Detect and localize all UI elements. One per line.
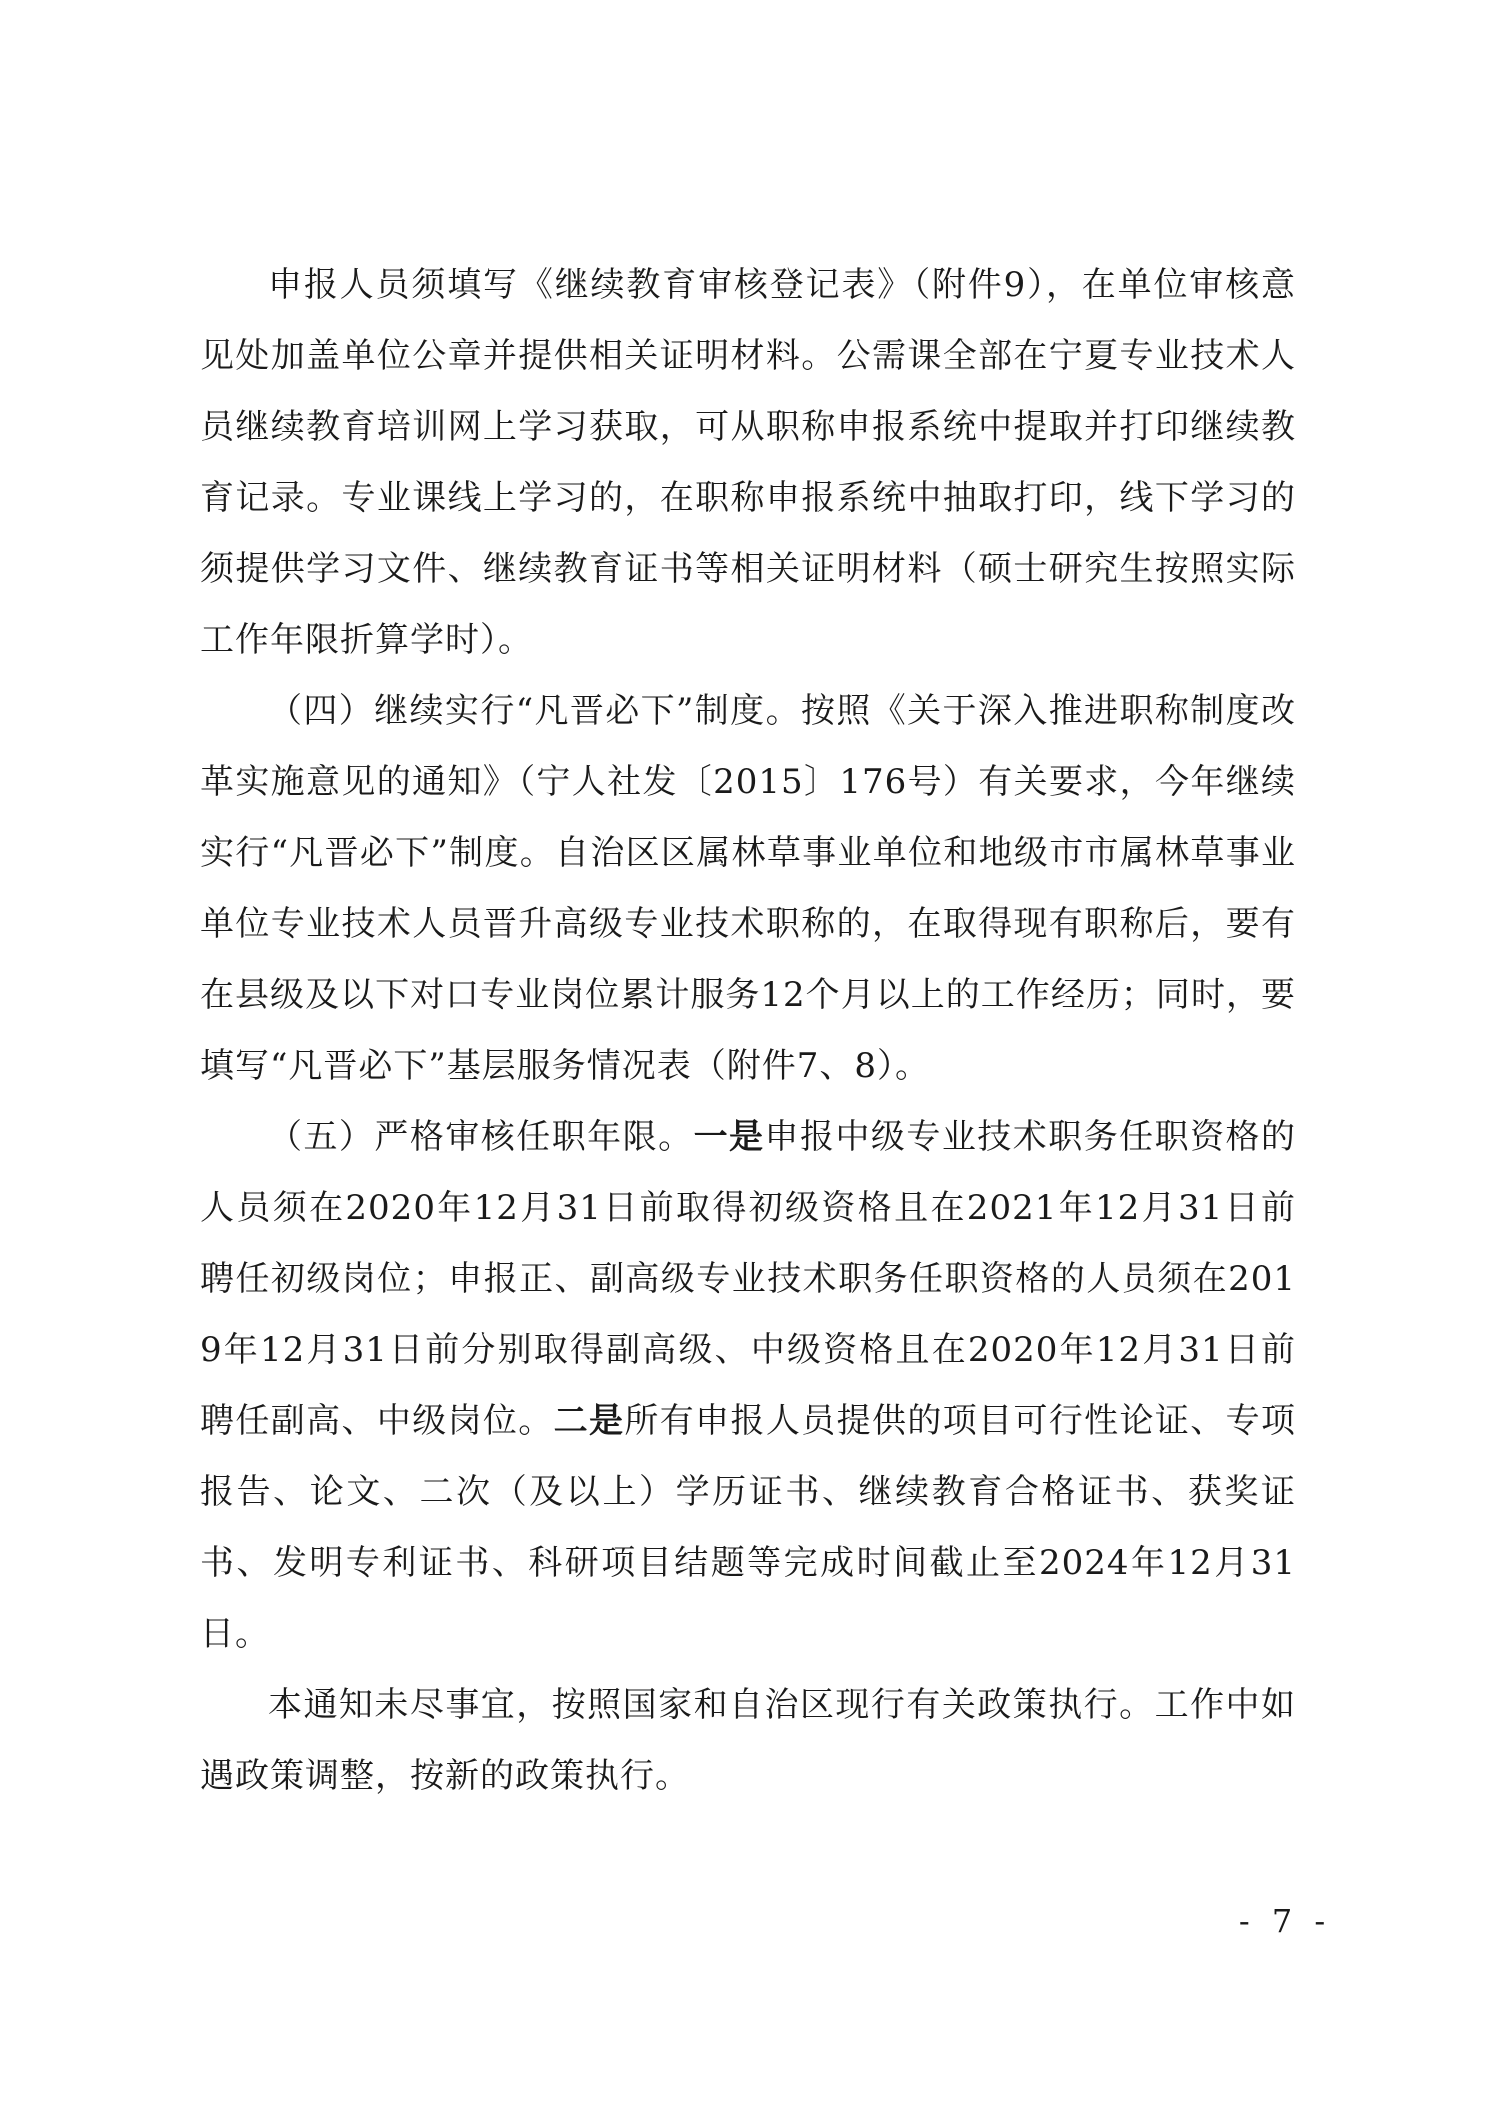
paragraph-text: （五）严格审核任职年限。	[268, 1117, 694, 1157]
paragraph-text: 申报人员须填写《继续教育审核登记表》（附件9），在单位审核意见处加盖单位公章并提供相关证明材料。公需课全部在宁夏专业技术人员继续教育培训网上学习获取，可从职称申报系统中提取并打印继续教育记录。专业课线上学习的，在职称申报系统中抽取打印，线下学习的须提供学习文件、继续教育证书等相关证明材料（硕士研究生按照实际工作年限折算学时）。	[200, 265, 1296, 660]
paragraph-text: （四）继续实行“凡晋必下”制度。按照《关于深入推进职称制度改革实施意见的通知》（宁人社发〔2015〕176号）有关要求，今年继续实行“凡晋必下”制度。自治区区属林草事业单位和地级市市属林草事业单位专业技术人员晋升高级专业技术职称的，在取得现有职称后，要有在县级及以下对口专业岗位累计服务12个月以上的工作经历；同时，要填写“凡晋必下”基层服务情况表（附件7、8）。	[200, 691, 1296, 1086]
emphasis-second: 二是	[553, 1401, 625, 1441]
paragraph-section-five	[200, 1102, 1296, 1670]
document-body	[200, 250, 1296, 1812]
paragraph-text: 所有申报人员提供的项目可行性论证、专项报告、论文、二次（及以上）学历证书、继续教育合格证书、获奖证书、发明专利证书、科研项目结题等完成时间截止至2024年12月31日。	[200, 1401, 1297, 1654]
page-number: - 7 -	[1238, 1902, 1332, 1940]
paragraph-section-four	[200, 676, 1296, 1102]
paragraph-continuing-education	[200, 250, 1296, 676]
paragraph-text: 申报中级专业技术职务任职资格的人员须在2020年12月31日前取得初级资格且在2021年12月31日前聘任初级岗位；申报正、副高级专业技术职务任职资格的人员须在2019年12月31日前分别取得副高级、中级资格且在2020年12月31日前聘任副高、中级岗位。	[200, 1117, 1297, 1441]
paragraph-text: 本通知未尽事宜，按照国家和自治区现行有关政策执行。工作中如遇政策调整，按新的政策执行。	[200, 1685, 1296, 1796]
emphasis-first: 一是	[693, 1117, 765, 1157]
paragraph-closing-note	[200, 1670, 1296, 1812]
